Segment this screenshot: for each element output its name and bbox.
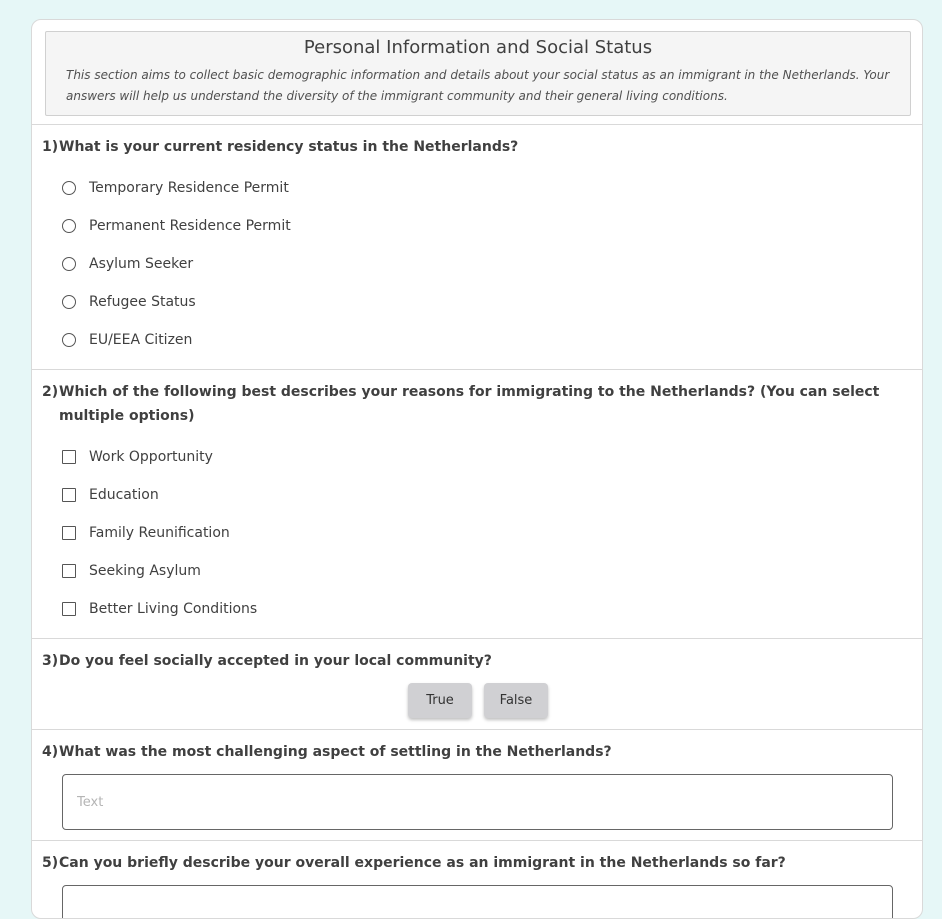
radio-button[interactable] xyxy=(62,295,76,309)
option-label: Seeking Asylum xyxy=(89,563,201,579)
checkbox-option-family-reunification[interactable] xyxy=(62,523,230,543)
radio-option-permanent-residence-permit[interactable] xyxy=(62,216,291,236)
question-4-title xyxy=(42,740,902,764)
checkbox-option-education[interactable] xyxy=(62,485,159,505)
challenging-aspect-text-input[interactable] xyxy=(62,774,893,830)
radio-option-refugee-status[interactable] xyxy=(62,292,196,312)
checkbox[interactable] xyxy=(62,602,76,616)
question-5-title xyxy=(42,851,902,875)
question-number: 4) xyxy=(42,744,59,760)
checkbox-option-better-living-conditions[interactable] xyxy=(62,599,257,619)
divider xyxy=(32,840,922,841)
question-3-title xyxy=(42,649,902,673)
overall-experience-text-input[interactable] xyxy=(62,885,893,919)
checkbox[interactable] xyxy=(62,526,76,540)
question-2-title xyxy=(42,380,902,428)
checkbox[interactable] xyxy=(62,564,76,578)
divider xyxy=(32,638,922,639)
radio-button[interactable] xyxy=(62,219,76,233)
option-label: Education xyxy=(89,487,159,503)
option-label: Refugee Status xyxy=(89,294,196,310)
question-number: 5) xyxy=(42,855,59,871)
question-text: Which of the following best describes your reasons for immigrating to the Netherlands? (You can select multiple options) xyxy=(59,384,880,424)
checkbox[interactable] xyxy=(62,450,76,464)
question-text: What is your current residency status in the Netherlands? xyxy=(59,139,519,155)
question-number: 2) xyxy=(42,384,59,400)
question-text: What was the most challenging aspect of settling in the Netherlands? xyxy=(59,744,612,760)
option-label: Work Opportunity xyxy=(89,449,213,465)
survey-card xyxy=(31,19,923,919)
radio-option-eu-eea-citizen[interactable] xyxy=(62,330,192,350)
question-1-title xyxy=(42,135,902,159)
question-text: Do you feel socially accepted in your local community? xyxy=(59,653,492,669)
question-text: Can you briefly describe your overall experience as an immigrant in the Netherlands so far? xyxy=(59,855,786,871)
checkbox-option-seeking-asylum[interactable] xyxy=(62,561,201,581)
question-number: 3) xyxy=(42,653,59,669)
checkbox-option-work-opportunity[interactable] xyxy=(62,447,213,467)
radio-option-asylum-seeker[interactable] xyxy=(62,254,193,274)
option-label: EU/EEA Citizen xyxy=(89,332,193,348)
option-label: Better Living Conditions xyxy=(89,601,258,617)
divider xyxy=(32,369,922,370)
option-label: Permanent Residence Permit xyxy=(89,218,291,234)
checkbox[interactable] xyxy=(62,488,76,502)
divider xyxy=(32,124,922,125)
radio-option-temporary-residence-permit[interactable] xyxy=(62,178,289,198)
section-header xyxy=(45,31,911,116)
radio-button[interactable] xyxy=(62,257,76,271)
section-title: Personal Information and Social Status xyxy=(303,37,653,58)
option-label: Temporary Residence Permit xyxy=(89,180,289,196)
radio-button[interactable] xyxy=(62,333,76,347)
divider xyxy=(32,729,922,730)
section-description: This section aims to collect basic demographic information and details about your social status as an immigrant in the Netherlands. Your answers will help us understand the diversity of the immigrant community and their general living conditions. xyxy=(66,68,890,103)
option-label: Asylum Seeker xyxy=(89,256,194,272)
option-label: Family Reunification xyxy=(89,525,230,541)
question-number: 1) xyxy=(42,139,59,155)
false-button[interactable]: False xyxy=(484,683,548,718)
true-button[interactable]: True xyxy=(408,683,472,718)
radio-button[interactable] xyxy=(62,181,76,195)
